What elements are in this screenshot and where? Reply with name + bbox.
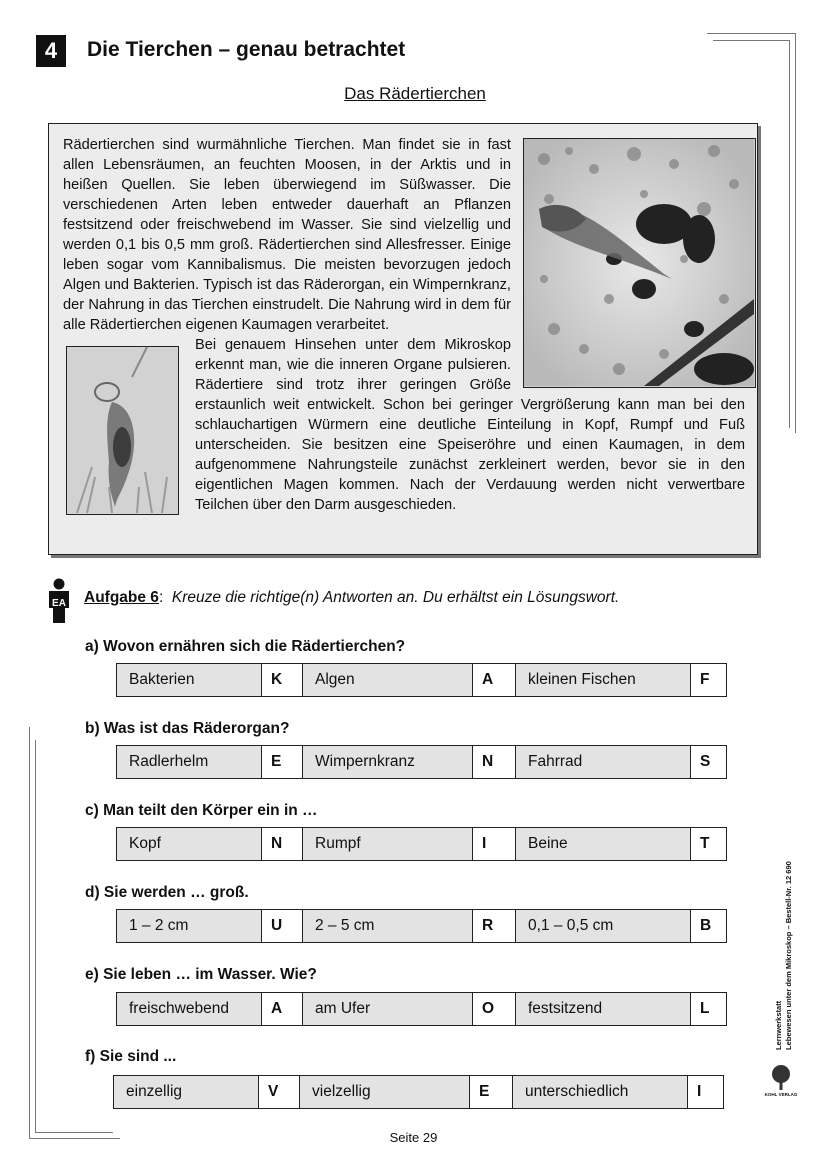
task-label: Aufgabe 6 xyxy=(84,589,159,606)
answer-row-a xyxy=(116,663,727,697)
answer-option[interactable]: Bakterien xyxy=(117,664,262,696)
answer-option[interactable]: 0,1 – 0,5 cm xyxy=(516,910,691,942)
answer-option[interactable]: festsitzend xyxy=(516,993,691,1025)
section-subtitle: Das Rädertierchen xyxy=(344,84,486,103)
kohl-verlag-logo-icon xyxy=(764,1062,798,1098)
chapter-number: 4 xyxy=(36,35,66,67)
answer-letter[interactable]: E xyxy=(470,1076,513,1108)
answer-row-c xyxy=(116,827,727,861)
rotifer-micrograph-large xyxy=(523,138,756,388)
answer-option[interactable]: unterschiedlich xyxy=(513,1076,688,1108)
page-number: Seite 29 xyxy=(389,1130,438,1145)
answer-option[interactable]: Kopf xyxy=(117,828,262,860)
question-e: e) Sie leben … im Wasser. Wie? xyxy=(85,966,317,983)
answer-option[interactable]: am Ufer xyxy=(303,993,473,1025)
credit-title: Lebewesen unter dem Mikroskop – Bestell-Nr. 12 690 xyxy=(784,861,793,1050)
publisher-credit xyxy=(754,800,802,1100)
credit-series: Lernwerkstatt xyxy=(774,1000,783,1050)
answer-letter[interactable]: E xyxy=(262,746,303,778)
answer-letter[interactable]: R xyxy=(473,910,516,942)
question-f: f) Sie sind ... xyxy=(85,1048,177,1065)
frame-line-top-right-h2 xyxy=(713,40,789,41)
task-colon: : xyxy=(158,589,164,606)
answer-option[interactable]: kleinen Fischen xyxy=(516,664,691,696)
answer-option[interactable]: Wimpernkranz xyxy=(303,746,473,778)
frame-line-bottom-left-v1 xyxy=(29,727,30,1138)
answer-letter[interactable]: T xyxy=(691,828,726,860)
answer-letter[interactable]: F xyxy=(691,664,726,696)
frame-line-bottom-left-v2 xyxy=(35,740,36,1132)
answer-option[interactable]: freischwebend xyxy=(117,993,262,1025)
answer-letter[interactable]: L xyxy=(691,993,726,1025)
answer-letter[interactable]: N xyxy=(262,828,303,860)
chapter-title: Die Tierchen – genau betrachtet xyxy=(87,38,406,61)
answer-option[interactable]: vielzellig xyxy=(300,1076,470,1108)
info-paragraph-1: Rädertierchen sind wurmähnliche Tierchen. Man findet sie in fast allen Lebensräumen, an feuchten Moosen, in der Arktis und in heißen Quellen. Sie leben überwiegend im Süßwasser. Die verschiedenen Arten leben entweder dauerhaft an Pflanzen festsitzend oder freischwebend im Wasser. Sie sind vielzellig und werden 0,1 bis 0,5 mm groß. Rädertierchen sind Allesfresser. Einige leben sogar vom Kannibalismus. Die meisten bevorzugen jedoch Algen und Bakterien. Typisch ist das Räderorgan, ein Wimpernkranz, der Nahrung in das Tierchen einstrudelt. Die Nahrung wird in dem für alle Rädertierchen eigenen Kaumagen verarbeitet. xyxy=(63,137,511,333)
answer-letter[interactable]: U xyxy=(262,910,303,942)
answer-option[interactable]: Radlerhelm xyxy=(117,746,262,778)
answer-letter[interactable]: I xyxy=(688,1076,723,1108)
publisher-credit-text xyxy=(774,861,794,1050)
answer-row-f xyxy=(113,1075,724,1109)
answer-letter[interactable]: A xyxy=(262,993,303,1025)
answer-option[interactable]: 2 – 5 cm xyxy=(303,910,473,942)
ea-icon-label: EA xyxy=(52,598,66,609)
question-b: b) Was ist das Räderorgan? xyxy=(85,720,290,737)
answer-letter[interactable]: I xyxy=(473,828,516,860)
info-text-box xyxy=(48,123,758,555)
answer-letter[interactable]: B xyxy=(691,910,726,942)
answer-option[interactable]: Beine xyxy=(516,828,691,860)
single-work-ea-icon xyxy=(45,578,73,624)
answer-option[interactable]: Algen xyxy=(303,664,473,696)
answer-row-e xyxy=(116,992,727,1026)
info-paragraph-2: Bei genauem Hinsehen unter dem Mikroskop erkennt man, wie die inneren Organe pulsieren. Rädertiere sind trotz ihrer geringen Größe erstaunlich weit entwickelt. Schon bei geringer Vergrößerung kann man bei den schlauchartigen Würmern eine deutliche Einteilung in Kopf, Rumpf und Fuß unterscheiden. Sie besitzen eine Speiseröhre und einen Kaumagen, in dem aufgenommene Nahrungsteile zunächst zerkleinert werden, bevor sie in den eigentlichen Magen kommen. Nach der Verdauung werden nicht verwertbare Teilchen über den Darm ausgeschieden. xyxy=(195,337,745,513)
answer-letter[interactable]: S xyxy=(691,746,726,778)
answer-letter[interactable]: A xyxy=(473,664,516,696)
question-d: d) Sie werden … groß. xyxy=(85,884,249,901)
question-c: c) Man teilt den Körper ein in … xyxy=(85,802,318,819)
task-line xyxy=(84,589,619,607)
answer-letter[interactable]: O xyxy=(473,993,516,1025)
task-instruction: Kreuze die richtige(n) Antworten an. Du erhältst ein Lösungswort. xyxy=(171,589,620,606)
answer-option[interactable]: einzellig xyxy=(114,1076,259,1108)
answer-row-d xyxy=(116,909,727,943)
frame-line-top-right-h1 xyxy=(707,33,795,34)
answer-letter[interactable]: N xyxy=(473,746,516,778)
answer-letter[interactable]: V xyxy=(259,1076,300,1108)
answer-option[interactable]: Fahrrad xyxy=(516,746,691,778)
publisher-name: KOHL VERLAG xyxy=(764,1092,798,1097)
answer-letter[interactable]: K xyxy=(262,664,303,696)
rotifer-micrograph-small xyxy=(66,346,179,515)
answer-option[interactable]: 1 – 2 cm xyxy=(117,910,262,942)
answer-row-b xyxy=(116,745,727,779)
question-a: a) Wovon ernähren sich die Rädertierchen? xyxy=(85,638,406,655)
answer-option[interactable]: Rumpf xyxy=(303,828,473,860)
